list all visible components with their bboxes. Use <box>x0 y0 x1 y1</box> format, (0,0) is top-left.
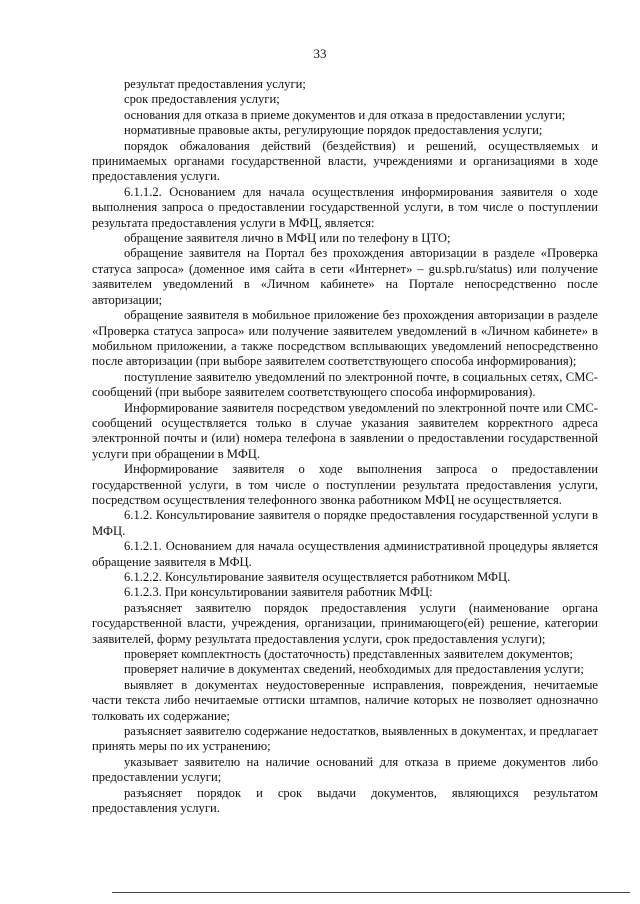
paragraph: основания для отказа в приеме документов и для отказа в предоставлении услуги; <box>124 107 566 122</box>
paragraph: разъясняет порядок и срок выдачи документов, являющихся результатом предоставления услуги. <box>92 785 598 816</box>
paragraph: порядок обжалования действий (бездействия) и решений, осуществляемых и принимаемых органами государственной власти, учреждениями и организациями в ходе предоставления услуги. <box>92 138 598 184</box>
paragraph: результат предоставления услуги; <box>124 77 306 91</box>
paragraph: указывает заявителю на наличие оснований для отказа в приеме документов либо предоставлении услуги; <box>92 754 598 785</box>
paragraph: обращение заявителя в мобильное приложение без прохождения авторизации в разделе «Проверка статуса запроса» или получение заявителем уведомлений в «Личном кабинете» в мобильном приложении, а также посредством всплывающих уведомлений непосредственно после авторизации (при выборе заявителем соответствующего способа информирования); <box>92 308 598 369</box>
paragraph: нормативные правовые акты, регулирующие порядок предоставления услуги; <box>124 123 543 138</box>
scan-edge-line <box>112 892 630 893</box>
paragraph: 6.1.2.2. Консультирование заявителя осуществляется работником МФЦ. <box>124 570 511 584</box>
page-number: 33 <box>313 46 327 61</box>
paragraph: 6.1.1.2. Основанием для начала осуществления информирования заявителя о ходе выполнения запроса о предоставлении государственной услуги, в том числе о поступлении результата предоставления услуги в МФЦ, является: <box>92 184 598 230</box>
paragraph: разъясняет заявителю порядок предоставления услуги (наименование органа государственной власти, учреждения, организации, принимающего(ей) решение, категории заявителей, форму результата предоставления услуги, срок предоставления услуги); <box>92 600 598 646</box>
paragraph: 6.1.2.1. Основанием для начала осуществления административной процедуры является обращение заявителя в МФЦ. <box>92 539 598 569</box>
paragraph: Информирование заявителя о ходе выполнения запроса о предоставлении государственной услуги, в том числе о поступлении результата предоставления услуги, посредством осуществления телефонного звонка работником МФЦ не осуществляется. <box>92 462 598 507</box>
paragraph: выявляет в документах неудостоверенные исправления, повреждения, нечитаемые части текста либо нечитаемые оттиски штампов, наличие которых не позволяет однозначно толковать их содержание; <box>92 677 598 723</box>
paragraph: обращение заявителя лично в МФЦ или по телефону в ЦТО; <box>124 231 451 246</box>
paragraph: обращение заявителя на Портал без прохождения авторизации в разделе «Проверка статуса запроса» (доменное имя сайта в сети «Интернет» – gu.spb.ru/status) или получение заявителем уведомлений в «Личном кабинете» на Портале непосредственно после авторизации; <box>92 246 598 307</box>
paragraph: срок предоставления услуги; <box>124 92 280 107</box>
paragraph: 6.1.2. Консультирование заявителя о порядке предоставления государственной услуги в МФЦ. <box>92 508 598 538</box>
paragraph: 6.1.2.3. При консультировании заявителя работник МФЦ: <box>124 585 433 600</box>
document-body <box>92 77 598 817</box>
paragraph: проверяет комплектность (достаточность) представленных заявителем документов; <box>124 647 573 662</box>
paragraph: разъясняет заявителю содержание недостатков, выявленных в документах, и предлагает принять меры по их устранению; <box>92 724 598 754</box>
paragraph: проверяет наличие в документах сведений, необходимых для предоставления услуги; <box>124 662 584 677</box>
paragraph: Информирование заявителя посредством уведомлений по электронной почте или СМС-сообщений осуществляется только в случае указания заявителем корректного адреса электронной почты и (или) номера телефона в заявлении о предоставлении государственной услуги при обращении в МФЦ. <box>92 400 598 461</box>
paragraph: поступление заявителю уведомлений по электронной почте, в социальных сетях, СМС-сообщений (при выборе заявителем соответствующего способа информирования). <box>92 369 598 400</box>
